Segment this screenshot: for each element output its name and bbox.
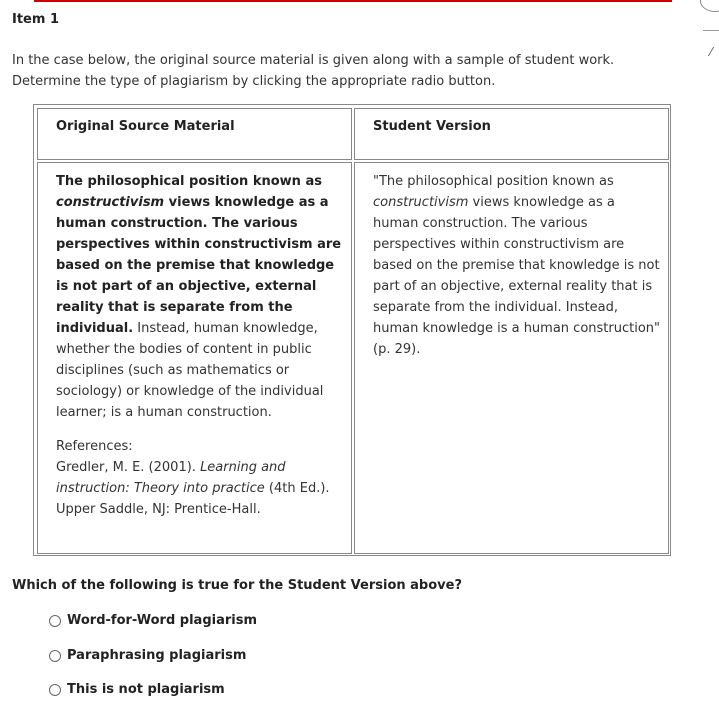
side-divider [703, 30, 719, 32]
radio-button[interactable] [49, 650, 61, 662]
option-not-plagiarism[interactable] [49, 682, 225, 697]
original-italic-term: constructivism [56, 195, 165, 210]
option-word-for-word[interactable] [49, 613, 257, 628]
student-header: Student Version [373, 119, 491, 134]
original-header: Original Source Material [56, 119, 235, 134]
original-header-cell [37, 108, 352, 160]
original-source-cell [37, 162, 352, 554]
instructions-line-2: Determine the type of plagiarism by clicking the appropriate radio button. [12, 74, 496, 89]
option-label[interactable]: This is not plagiarism [67, 682, 225, 697]
citation-title: Learning and instruction: Theory into practice [56, 460, 286, 496]
corner-scroll-icon [700, 0, 719, 12]
option-paraphrasing[interactable] [49, 648, 246, 663]
side-arrow-icon: ⁄ [710, 45, 713, 59]
top-accent-rule [34, 0, 672, 2]
student-part-2: views knowledge as a human construction. The various perspectives within constructivism are based on the premise that knowledge is not part of an objective, external reality that is separate from the individual. Instead, human knowledge is a human construction" (p. 29). [373, 195, 660, 357]
references-block [56, 436, 344, 520]
original-bold-1: The philosophical position known as [56, 174, 322, 189]
option-label[interactable]: Word-for-Word plagiarism [67, 613, 257, 628]
citation-start: Gredler, M. E. (2001). [56, 460, 201, 475]
original-plain: Instead, human knowledge, whether the bodies of content in public disciplines (such as mathematics or sociology) or knowledge of the individual learner; is a human construction. [56, 321, 324, 420]
instructions [12, 50, 662, 92]
case-table [33, 104, 671, 556]
option-label[interactable]: Paraphrasing plagiarism [67, 648, 247, 663]
student-italic-term: constructivism [373, 195, 469, 210]
student-version-text [373, 171, 661, 360]
citation [56, 457, 344, 520]
original-bold-2: views knowledge as a human construction. The various perspectives within constructivism are based on the premise that knowledge is not part of an objective, external reality that is separate from the individual. [56, 195, 342, 336]
instructions-line-1: In the case below, the original source material is given along with a sample of student work. [12, 53, 615, 68]
student-header-cell [354, 108, 669, 160]
references-label: References: [56, 439, 133, 454]
student-version-cell [354, 162, 669, 554]
student-part-1: "The philosophical position known as [373, 174, 614, 189]
item-title: Item 1 [12, 12, 59, 27]
question-text: Which of the following is true for the Student Version above? [12, 578, 462, 593]
original-source-text [56, 171, 344, 520]
citation-end: (4th Ed.). Upper Saddle, NJ: Prentice-Hall. [56, 481, 330, 517]
radio-button[interactable] [49, 684, 61, 696]
radio-button[interactable] [49, 615, 61, 627]
